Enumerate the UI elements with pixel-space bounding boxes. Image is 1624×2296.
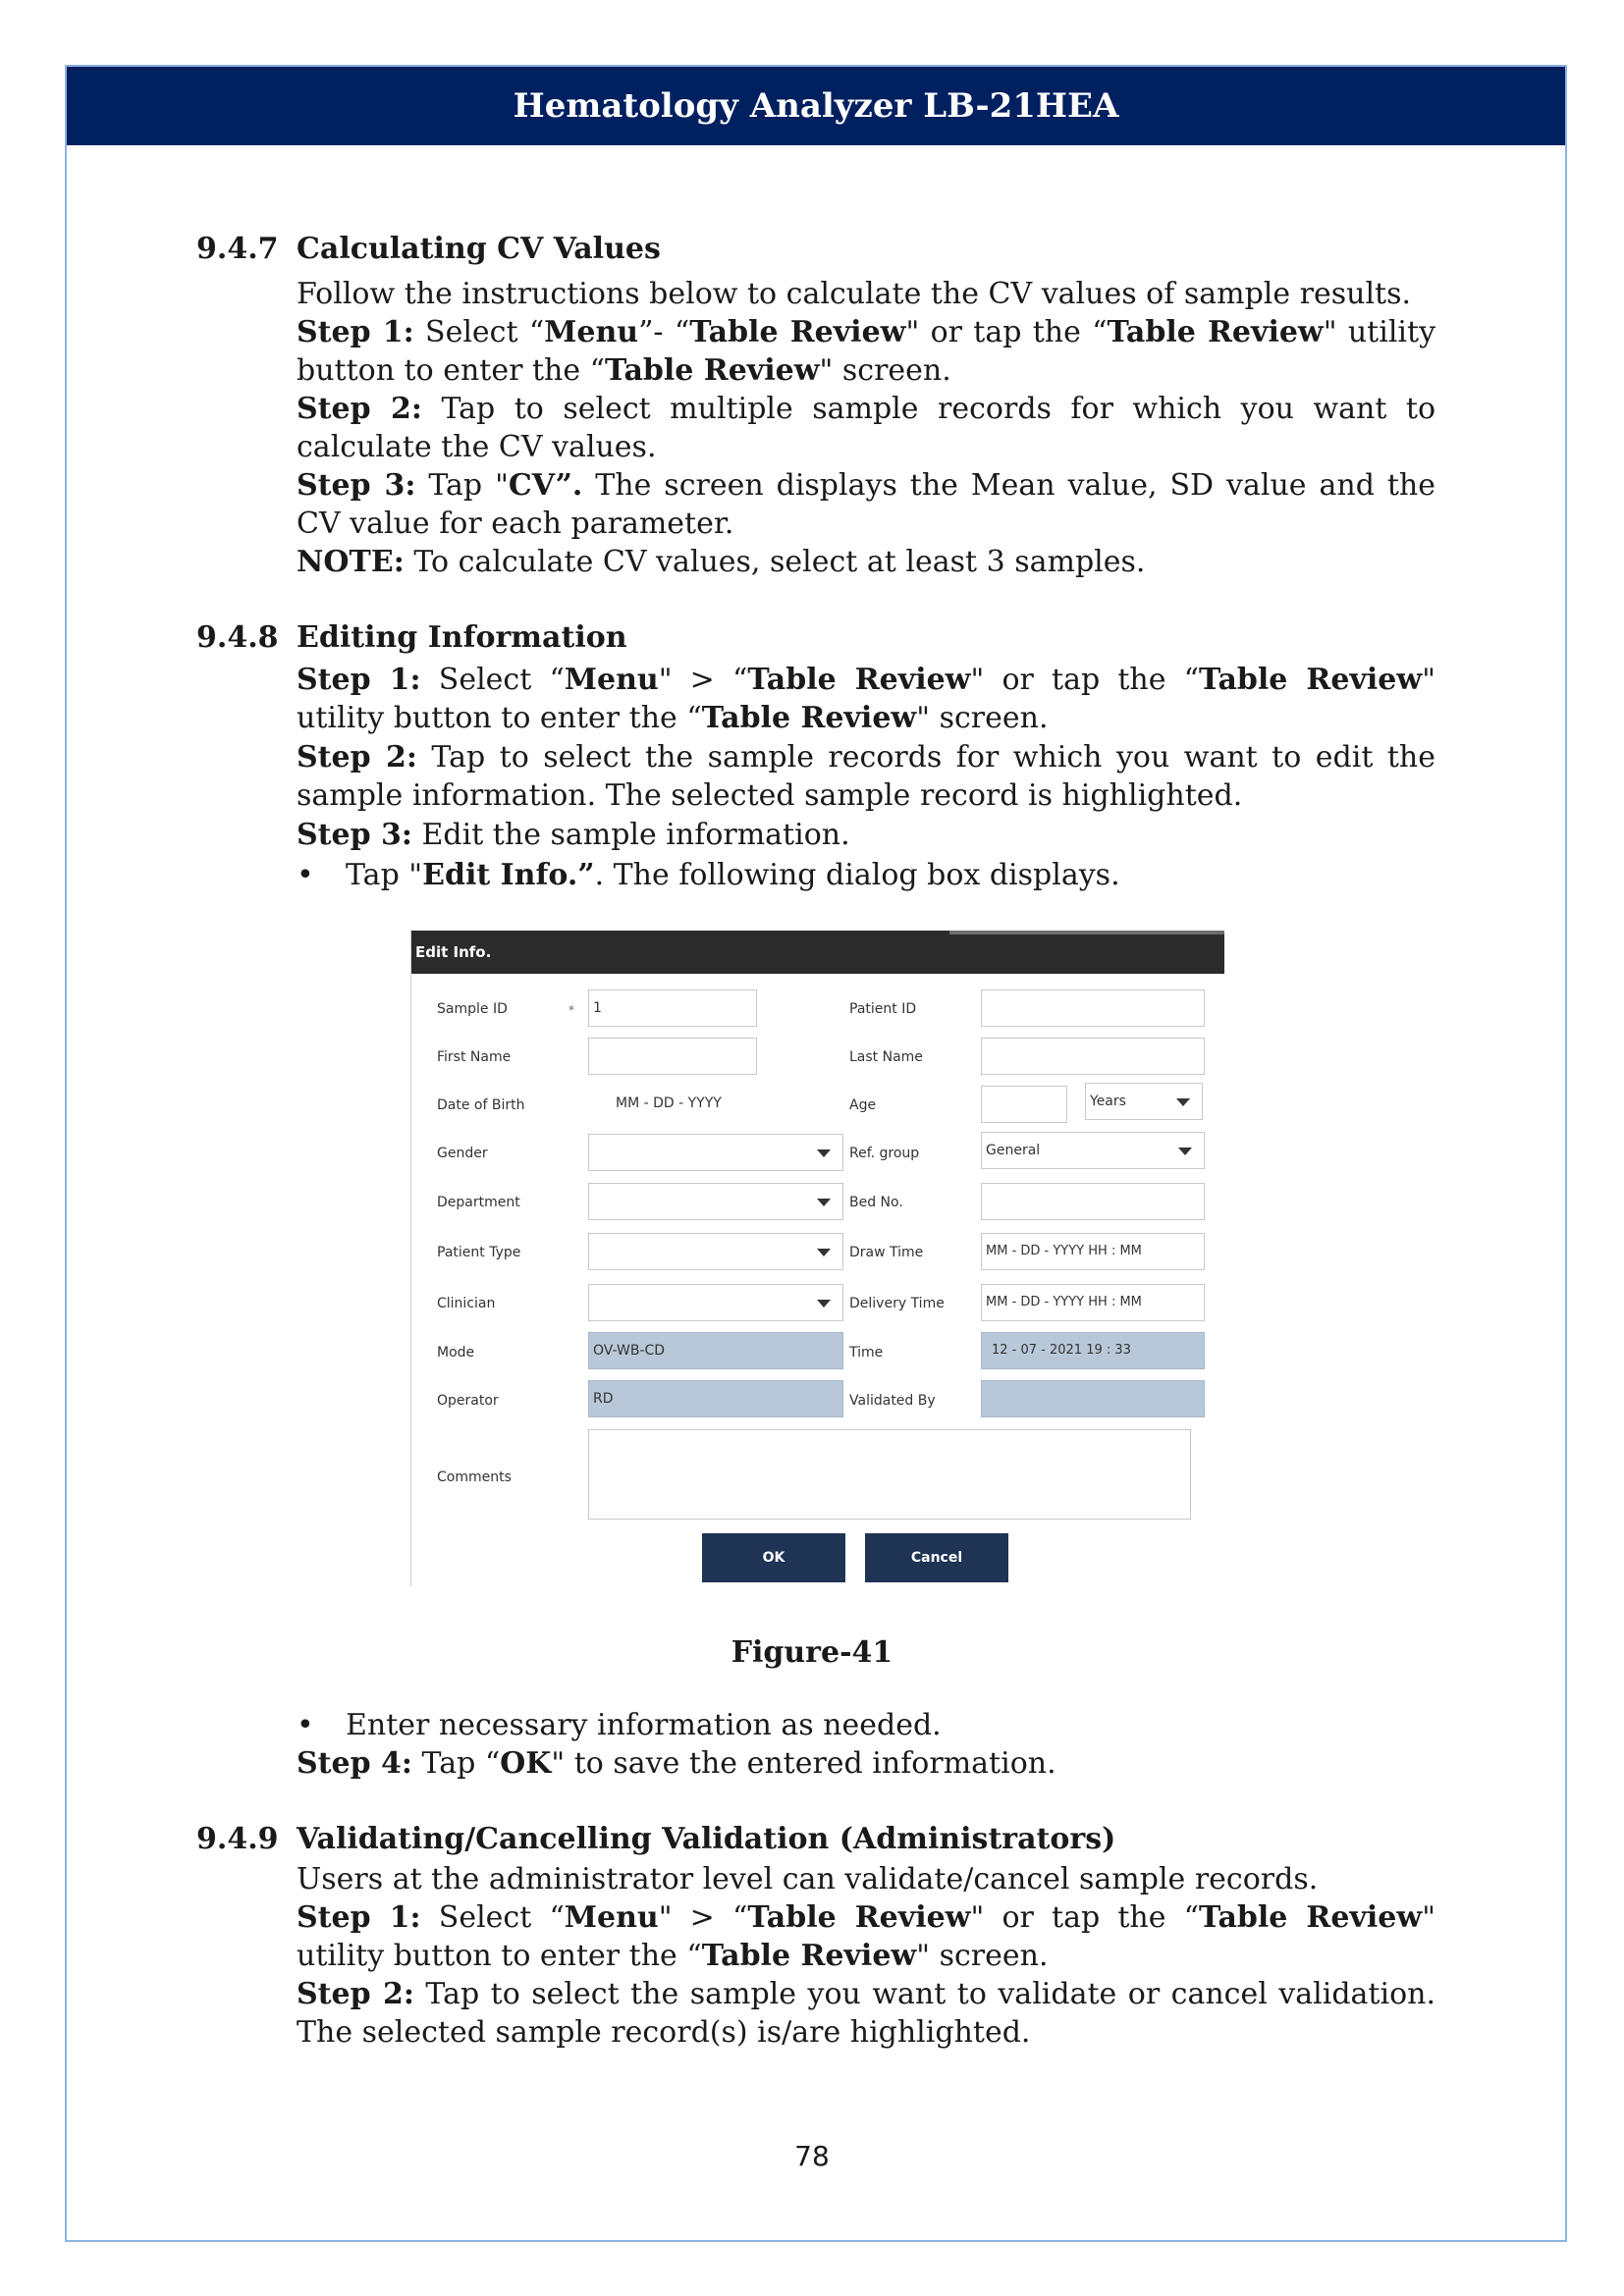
draw-time-field[interactable]: MM - DD - YYYY HH : MM	[981, 1233, 1205, 1270]
time-field: 12 - 07 - 2021 19 : 33	[981, 1332, 1205, 1369]
bullet-tap-edit-info: • Tap "Edit Info.”. The following dialog box displays.	[297, 858, 1120, 892]
label-comments: Comments	[437, 1469, 512, 1485]
chevron-down-icon	[817, 1249, 831, 1256]
label-date-of-birth: Date of Birth	[437, 1097, 525, 1113]
label-gender: Gender	[437, 1146, 488, 1161]
validated-by-field	[981, 1380, 1205, 1417]
first-name-field[interactable]	[588, 1038, 757, 1075]
date-of-birth-field[interactable]: MM - DD - YYYY	[588, 1086, 757, 1123]
label-patient-type: Patient Type	[437, 1245, 521, 1260]
department-select[interactable]	[588, 1183, 843, 1220]
edit-info-dialog	[410, 931, 1224, 1586]
chevron-down-icon	[1178, 1148, 1192, 1155]
label-time: Time	[849, 1345, 884, 1361]
dialog-title: Edit Info.	[411, 931, 1224, 974]
required-mark: *	[568, 1003, 574, 1017]
age-field[interactable]	[981, 1086, 1067, 1123]
label-first-name: First Name	[437, 1049, 512, 1065]
bed-no-field[interactable]	[981, 1183, 1205, 1220]
cancel-button[interactable]: Cancel	[865, 1533, 1008, 1582]
patient-type-select[interactable]	[588, 1233, 843, 1270]
label-bed-no: Bed No.	[849, 1195, 903, 1210]
gender-select[interactable]	[588, 1134, 843, 1171]
label-patient-id: Patient ID	[849, 1001, 917, 1017]
patient-id-field[interactable]	[981, 989, 1205, 1027]
section-9-4-9-step2: Step 2: Tap to select the sample you want to validate or cancel validation. The selected sample record(s) is/are highlighted.	[297, 1977, 1435, 2050]
comments-field[interactable]	[588, 1429, 1191, 1520]
chevron-down-icon	[817, 1300, 831, 1308]
ok-button[interactable]: OK	[702, 1533, 845, 1582]
section-9-4-7-intro: Follow the instructions below to calculate the CV values of sample results.	[297, 277, 1412, 311]
section-9-4-8-step3: Step 3: Edit the sample information.	[297, 818, 850, 852]
dialog-title-edge	[949, 931, 1224, 934]
section-9-4-9-step1: Step 1: Select “Menu" > “Table Review" or tap the “Table Review" utility button to enter the “Table Review" screen.	[297, 1900, 1435, 1973]
section-heading-9-4-8: 9.4.8 Editing Information	[196, 620, 627, 655]
label-age: Age	[849, 1097, 877, 1113]
page-number: 78	[794, 2140, 830, 2172]
section-9-4-7-note: NOTE: To calculate CV values, select at least 3 samples.	[297, 545, 1146, 579]
label-clinician: Clinician	[437, 1296, 496, 1311]
chevron-down-icon	[817, 1149, 831, 1157]
delivery-time-field[interactable]: MM - DD - YYYY HH : MM	[981, 1284, 1205, 1321]
chevron-down-icon	[1176, 1098, 1190, 1106]
bullet-enter-info: • Enter necessary information as needed.	[297, 1708, 942, 1742]
clinician-select[interactable]	[588, 1284, 843, 1321]
operator-field: RD	[588, 1380, 843, 1417]
label-draw-time: Draw Time	[849, 1245, 924, 1260]
last-name-field[interactable]	[981, 1038, 1205, 1075]
label-ref-group: Ref. group	[849, 1146, 920, 1161]
label-operator: Operator	[437, 1393, 499, 1409]
label-last-name: Last Name	[849, 1049, 923, 1065]
label-delivery-time: Delivery Time	[849, 1296, 945, 1311]
ref-group-select[interactable]: General	[981, 1132, 1205, 1169]
section-9-4-8-step2: Step 2: Tap to select the sample records for which you want to edit the sample information. The selected sample record is highlighted.	[297, 740, 1435, 813]
label-mode: Mode	[437, 1345, 475, 1361]
section-heading-9-4-9: 9.4.9 Validating/Cancelling Validation (Administrators)	[196, 1822, 1116, 1856]
section-9-4-7-step3: Step 3: Tap "CV”. The screen displays the Mean value, SD value and the CV value for each parameter.	[297, 468, 1435, 541]
section-heading-9-4-7: 9.4.7 Calculating CV Values	[196, 232, 661, 266]
section-9-4-8-step1: Step 1: Select “Menu" > “Table Review" or tap the “Table Review" utility button to enter the “Table Review" screen.	[297, 663, 1435, 735]
document-title: Hematology Analyzer LB-21HEA	[513, 86, 1119, 126]
age-unit-select[interactable]: Years	[1085, 1083, 1203, 1120]
label-sample-id: Sample ID	[437, 1001, 508, 1017]
chevron-down-icon	[817, 1199, 831, 1206]
section-9-4-7-step1: Step 1: Select “Menu”- “Table Review" or tap the “Table Review" utility button to enter the “Table Review" screen.	[297, 315, 1436, 388]
label-department: Department	[437, 1195, 520, 1210]
section-9-4-8-step4: Step 4: Tap “OK" to save the entered information.	[297, 1746, 1056, 1781]
label-validated-by: Validated By	[849, 1393, 936, 1409]
figure-caption: Figure-41	[731, 1635, 893, 1670]
sample-id-field[interactable]: 1	[588, 989, 757, 1027]
mode-field: OV-WB-CD	[588, 1332, 843, 1369]
section-9-4-7-step2: Step 2: Tap to select multiple sample records for which you want to calculate the CV values.	[297, 392, 1436, 464]
section-9-4-9-intro: Users at the administrator level can validate/cancel sample records.	[297, 1862, 1319, 1896]
document-header	[67, 67, 1565, 145]
